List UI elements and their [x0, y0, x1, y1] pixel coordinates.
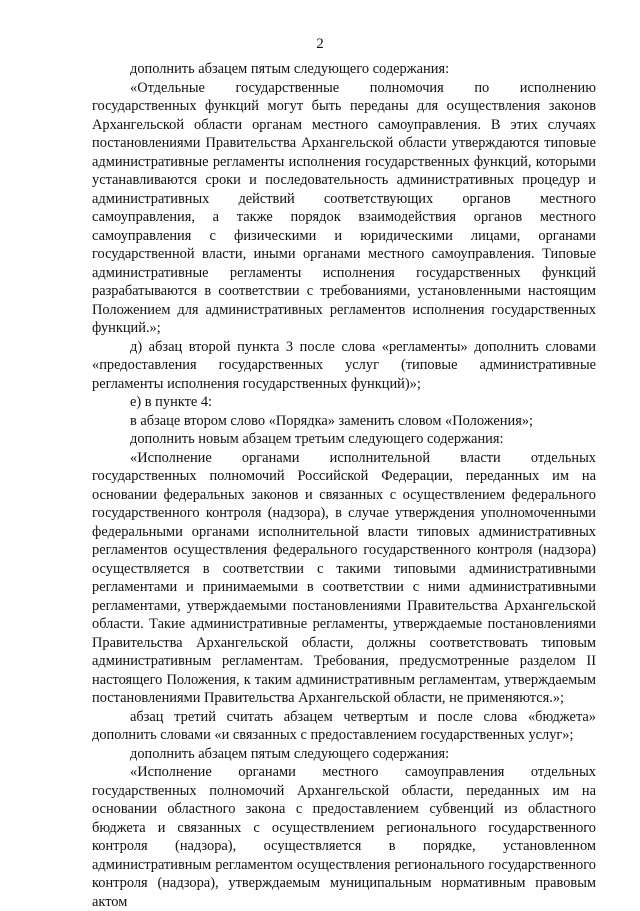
paragraph: «Исполнение органами местного самоуправления отдельных государственных полномочий Архангельской области, переданных им на основании областного закона с предоставлением субвенций из областного бюджета и связанных с осуществлением регионального государственного контроля (надзора), осуществляется в порядке, установленном административным регламентом осуществления регионального государственного контроля (надзора), утверждаемым муниципальным нормативным правовым актом [92, 764, 596, 910]
document-body [92, 60, 596, 911]
page-number: 2 [316, 36, 324, 52]
paragraph: «Исполнение органами исполнительной власти отдельных государственных полномочий Российской Федерации, переданных им на основании федеральных законов и связанных с осуществлением федерального государственного контроля (надзора), в случае утверждения уполномоченными федеральными органами исполнительной власти типовых административных регламентов осуществления федерального государственного контроля (надзора) осуществляется в соответствии с такими типовыми административными регламентами и принимаемыми в соответствии с ними административными регламентами, утверждаемыми постановлениями Правительства Архангельской области. Такие административные регламенты, утверждаемые постановлениями Правительства Архангельской области, должны соответствовать типовым административным регламентам. Требования, предусмотренные разделом II настоящего Положения, к таким административным регламентам, утверждаемым постановлениями Правительства Архангельской области, не применяются.»; [92, 449, 596, 706]
paragraph: е) в пункте 4: [130, 394, 213, 410]
paragraph: дополнить абзацем пятым следующего содержания: [130, 745, 450, 762]
paragraph: «Отдельные государственные полномочия по исполнению государственных функций могут быть переданы для осуществления законов Архангельской области органам местного самоуправления. В этих случаях постановлениями Правительства Архангельской области утверждаются типовые административные регламенты исполнения государственных функций, которыми устанавливаются сроки и последовательность административных процедур и административных действий соответствующих органов местного самоуправления, а также порядок взаимодействия органов местного самоуправления с физическими и юридическими лицами, органами государственной власти, иными органами местного самоуправления. Типовые административные регламенты исполнения государственных функций разрабатываются в соответствии с требованиями, установленными настоящим Положением для административных регламентов исполнения государственных функций.»; [92, 79, 596, 336]
paragraph: в абзаце втором слово «Порядка» заменить словом «Положения»; [130, 412, 534, 429]
paragraph: абзац третий считать абзацем четвертым и после слова «бюджета» дополнить словами «и связанных с предоставлением государственных услуг»; [92, 708, 596, 743]
paragraph: дополнить новым абзацем третьим следующего содержания: [130, 431, 504, 447]
paragraph: дополнить абзацем пятым следующего содержания: [130, 61, 450, 77]
paragraph: д) абзац второй пункта 3 после слова «регламенты» дополнить словами «предоставления государственных услуг (типовые административные регламенты исполнения государственных функций)»; [92, 338, 596, 392]
